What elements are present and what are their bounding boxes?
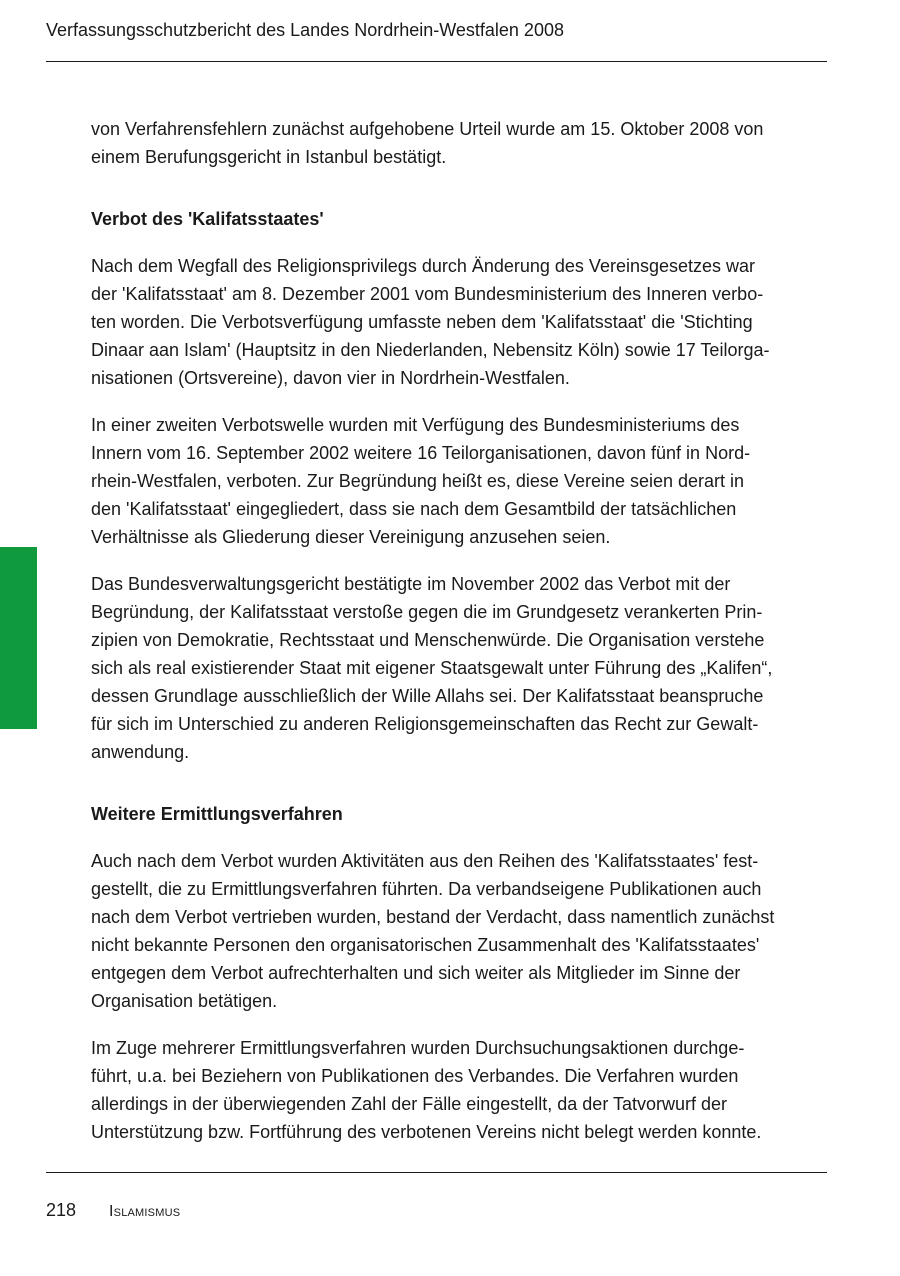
text-line: allerdings in der überwiegenden Zahl der Fälle eingestellt, da der Tatvorwurf der [91,1094,728,1114]
text-line: nisationen (Ortsvereine), davon vier in Nordrhein-Westfalen. [91,368,570,388]
text-line: Organisation betätigen. [91,991,278,1011]
text-line: einem Berufungsgericht in Istanbul bestätigt. [91,147,447,167]
page-number: 218 [46,1200,77,1220]
text-line: von Verfahrensfehlern zunächst aufgehobene Urteil wurde am 15. Oktober 2008 von [91,119,764,139]
text-line: führt, u.a. bei Beziehern von Publikationen des Verbandes. Die Verfahren wurden [91,1066,739,1086]
text-line: zipien von Demokratie, Rechtsstaat und Menschenwürde. Die Organisation verstehe [91,630,765,650]
body-text [91,115,836,1146]
text-line: Auch nach dem Verbot wurden Aktivitäten aus den Reihen des 'Kalifatsstaates' fest- [91,851,759,871]
text-line: Innern vom 16. September 2002 weitere 16 Teilorganisationen, davon fünf in Nord- [91,443,751,463]
text-line: ten worden. Die Verbotsverfügung umfasste neben dem 'Kalifatsstaat' die 'Stichting [91,312,753,332]
paragraph [91,570,836,766]
footer-divider [46,1172,827,1173]
running-header-title: Verfassungsschutzbericht des Landes Nordrhein-Westfalen 2008 [46,20,564,40]
text-line: rhein-Westfalen, verboten. Zur Begründung heißt es, diese Vereine seien derart in [91,471,745,491]
text-line: In einer zweiten Verbotswelle wurden mit Verfügung des Bundesministeriums des [91,415,740,435]
text-line: sich als real existierender Staat mit eigener Staatsgewalt unter Führung des „Kalifen“, [91,658,773,678]
text-line: entgegen dem Verbot aufrechterhalten und sich weiter als Mitglieder im Sinne der [91,963,741,983]
text-line: Verhältnisse als Gliederung dieser Vereinigung anzusehen seien. [91,527,611,547]
text-line: Unterstützung bzw. Fortführung des verbotenen Vereins nicht belegt werden konnte. [91,1122,762,1142]
text-line: Im Zuge mehrerer Ermittlungsverfahren wurden Durchsuchungsaktionen durchge- [91,1038,745,1058]
text-line: der 'Kalifatsstaat' am 8. Dezember 2001 vom Bundesministerium des Inneren verbo- [91,284,764,304]
paragraph [91,847,836,1015]
paragraph [91,411,836,551]
text-line: nicht bekannte Personen den organisatorischen Zusammenhalt des 'Kalifatsstaates' [91,935,760,955]
text-line: Das Bundesverwaltungsgericht bestätigte im November 2002 das Verbot mit der [91,574,731,594]
section-heading-verbot: Verbot des 'Kalifatsstaates' [91,209,324,229]
paragraph [91,252,836,392]
paragraph [91,1034,836,1146]
section-name: Islamismus [109,1203,181,1220]
text-line: den 'Kalifatsstaat' eingegliedert, dass sie nach dem Gesamtbild der tatsächlichen [91,499,737,519]
text-line: Begründung, der Kalifatsstaat verstoße gegen die im Grundgesetz verankerten Prin- [91,602,763,622]
text-line: gestellt, die zu Ermittlungsverfahren führten. Da verbandseigene Publikationen auch [91,879,762,899]
header-divider [46,61,827,62]
page-footer [46,1198,180,1224]
text-line: nach dem Verbot vertrieben wurden, bestand der Verdacht, dass namentlich zunächst [91,907,775,927]
text-line: dessen Grundlage ausschließlich der Wille Allahs sei. Der Kalifatsstaat beanspruche [91,686,764,706]
text-line: Nach dem Wegfall des Religionsprivilegs durch Änderung des Vereinsgesetzes war [91,256,756,276]
paragraph-continuation [91,115,836,171]
chapter-color-tab [0,547,37,729]
text-line: anwendung. [91,742,190,762]
text-line: Dinaar aan Islam' (Hauptsitz in den Niederlanden, Nebensitz Köln) sowie 17 Teilorga- [91,340,770,360]
section-heading-ermittlungsverfahren: Weitere Ermittlungsverfahren [91,804,343,824]
text-line: für sich im Unterschied zu anderen Religionsgemeinschaften das Recht zur Gewalt- [91,714,759,734]
